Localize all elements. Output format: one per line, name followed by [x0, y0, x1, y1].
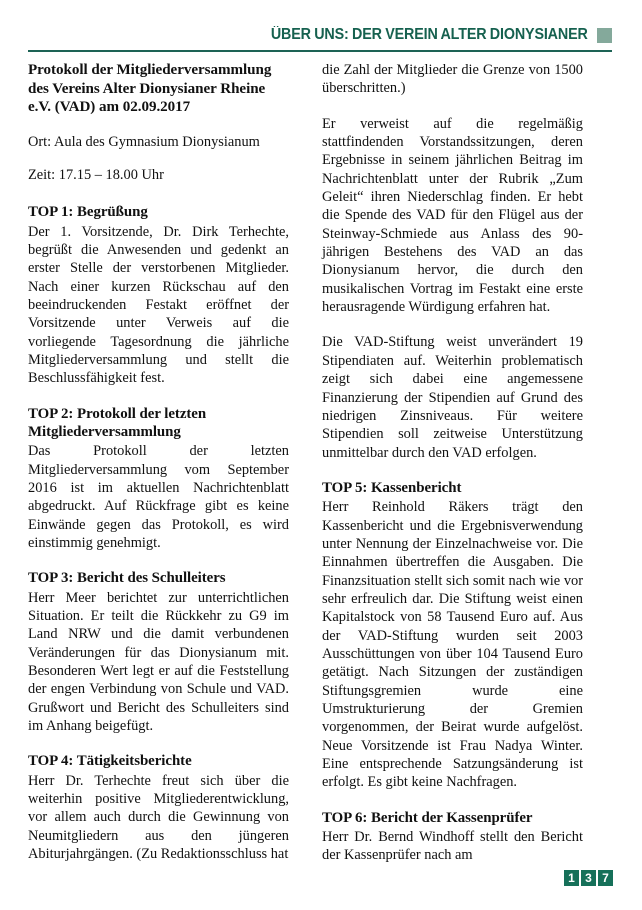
- section-body-top-6: Herr Dr. Bernd Windhoff stellt den Bericht der Kassenprüfer nach am: [322, 828, 583, 864]
- section-heading-top-5: TOP 5: Kassenbericht: [322, 479, 462, 496]
- section-body-top-4-part-2: die Zahl der Mitglieder die Grenze von 1500 überschritten.): [322, 62, 583, 97]
- meta-place: Ort: Aula des Gymnasium Dionysianum: [28, 133, 260, 150]
- section-heading-top-3: TOP 3: Bericht des Schulleiters: [28, 570, 226, 587]
- meta-time: Zeit: 17.15 – 18.00 Uhr: [28, 167, 164, 184]
- section-body-top-4-part-4: Die VAD-Stiftung weist unverändert 19 Stipendiaten auf. Weiterhin problematisch zeigt sich dabei eine angemessene Finanzierung der Stipendien auf Grund des niedrigen Zinsniveaus. Für weitere Stipendien soll zeitweise Unterstützung unmittelbar durch den VAD erfolgen.: [322, 334, 583, 461]
- running-head: [28, 22, 612, 48]
- section-body-top-5: Herr Reinhold Räkers trägt den Kassenbericht und die Ergebnisverwendung unter Nennung der Einzelnachweise vor. Die Einnahmen übertreffen die Ausgaben. Die Finanzsituation stellt sich somit nach wie vor sehr erfreulich dar. Die Stiftung weist einen Kapitalstock von 58 Tausend Euro auf. Aus der VAD-Stiftung wurden seit 2003 Ausschüttungen von über 104 Tausend Euro getätigt. Nach Sitzungen der zuständigen Stiftungsgremien wurde eine Umstrukturierung der Gremien vorgenommen, der Beirat wurde aufgelöst. Neue Vorsitzende ist Frau Nadya Winter. Eine entsprechende Satzungsänderung ist erfolgt. Es gibt keine Nachfragen.: [322, 499, 583, 791]
- running-head-title: ÜBER UNS: DER VEREIN ALTER DIONYSIANER: [271, 26, 588, 43]
- column-right: [322, 61, 583, 864]
- page-number: [564, 870, 613, 886]
- square-marker-icon: [597, 28, 612, 43]
- page-number-digit: 1: [564, 870, 579, 886]
- section-heading-top-4: TOP 4: Tätigkeitsberichte: [28, 753, 192, 770]
- section-body-top-3: Herr Meer berichtet zur unterrichtlichen Situation. Er teilt die Rückkehr zu G9 im Land NRW und die damit verbundenen Veränderungen für das Dionysianum mit. Besonderen Wert legt er auf die Feststellung der engen Verbindung von Schule und VAD. Grußwort und Bericht des Schulleiters sind im Anhang beigefügt.: [28, 589, 289, 735]
- section-heading-top-2: TOP 2: Protokoll der letzten Mitgliederversammlung: [28, 405, 207, 441]
- page-number-digit: 7: [598, 870, 613, 886]
- section-heading-top-1: TOP 1: Begrüßung: [28, 204, 148, 221]
- body-columns: [28, 61, 612, 864]
- column-left: [28, 61, 289, 861]
- running-head-rule: [28, 50, 612, 52]
- section-body-top-1: Der 1. Vorsitzende, Dr. Dirk Terhechte, begrüßt die Anwesenden und gedenkt an erster Stelle der verstorbenen Mitglieder. Nach einer kurzen Rückschau auf den beeindruckenden Festakt eröffnet der Vorsitzende unter Verweis auf die vorliegende Tagesordnung die jährliche Mitgliederversammlung und stellt die Beschlussfähigkeit fest.: [28, 223, 289, 387]
- section-body-top-4-part-1: Herr Dr. Terhechte freut sich über die weiterhin positive Mitgliederentwicklung, vor allem auch durch die Gewinnung von Neumitgliedern aus den jüngeren Abiturjahrgängen. (Zu Redaktionsschluss hat: [28, 772, 289, 863]
- section-heading-top-6: TOP 6: Bericht der Kassenprüfer: [322, 809, 533, 826]
- section-body-top-4-part-3: Er verweist auf die regelmäßig stattfindenden Vorstandssitzungen, deren Ergebnisse in seinem jährlichen Beitrag im Nachrichtenblatt unter der Rubrik „Zum Geleit“ ihren Niederschlag finden. Er hebt die Spende des VAD für den Flügel aus der Steinway-Schmiede aus Anlass des 90-jährigen Bestehens des VAD an das Dionysianum hervor, die durch den musikalischen Vortrag im Festakt eine erste herausragende Würdigung erfahren hat.: [322, 115, 583, 316]
- section-body-top-2: Das Protokoll der letzten Mitgliederversammlung vom September 2016 ist im aktuellen Nachrichtenblatt abgedruckt. Auf Rückfrage gibt es keine Einwände gegen das Protokoll, es wird einstimmig genehmigt.: [28, 443, 289, 552]
- page-number-digit: 3: [581, 870, 596, 886]
- page-title: Protokoll der Mitgliederversammlung des Vereins Alter Dionysianer Rheine e.V. (VAD) am 02.09.2017: [28, 62, 272, 116]
